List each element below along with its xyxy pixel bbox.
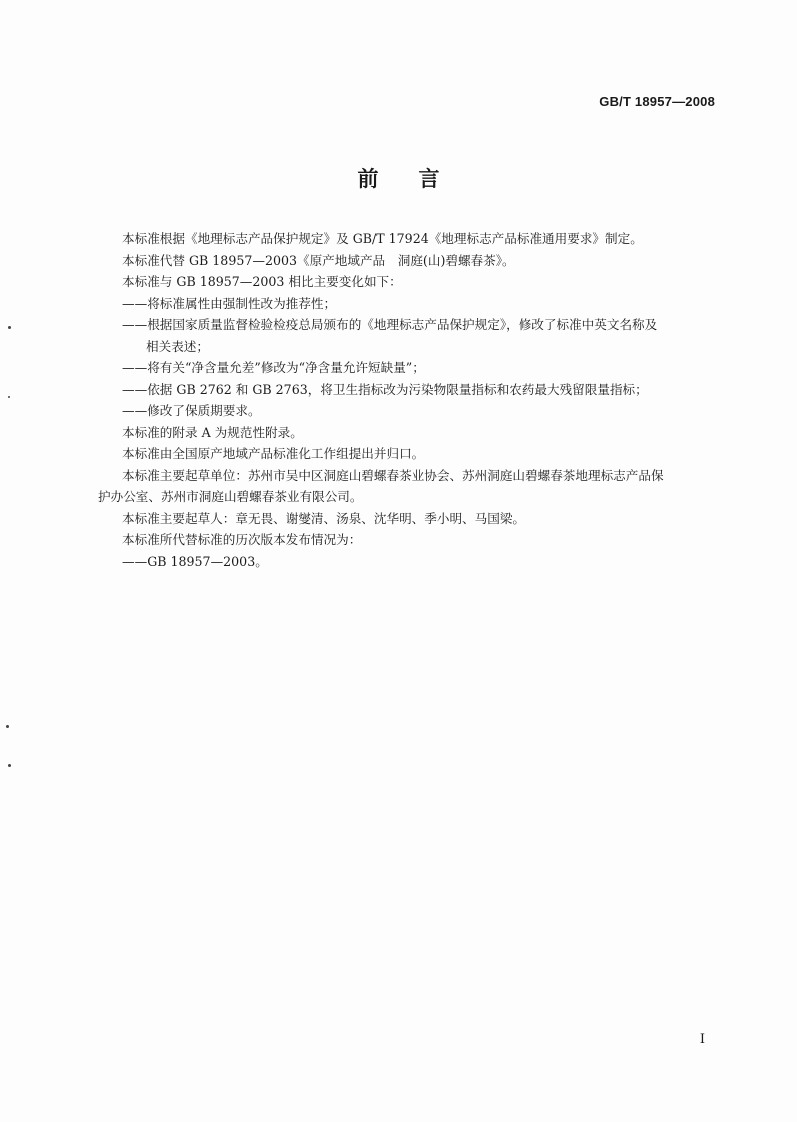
paragraph: 本标准主要起草人：章无畏、谢燮清、汤泉、沈华明、季小明、马国梁。: [122, 510, 525, 526]
page-title: [0, 163, 797, 193]
list-item: ——修改了保质期要求。: [122, 403, 261, 418]
page-number: I: [699, 1032, 705, 1047]
paragraph-continuation: 护办公室、苏州市洞庭山碧螺春茶业有限公司。: [98, 489, 363, 504]
title-char-1: 前: [357, 167, 379, 191]
scan-speck: [8, 326, 11, 329]
paragraph: 本标准与 GB 18957—2003 相比主要变化如下：: [122, 274, 402, 289]
paragraph: 本标准主要起草单位：苏州市吴中区洞庭山碧螺春茶业协会、苏州洞庭山碧螺春茶地理标志产品保: [122, 467, 664, 483]
scan-speck: [8, 764, 11, 767]
foreword-body: [98, 228, 718, 572]
title-char-2: 言: [418, 167, 440, 191]
paragraph: 本标准的附录 A 为规范性附录。: [122, 424, 303, 440]
list-item: ——根据国家质量监督检验检疫总局颁布的《地理标志产品保护规定》，修改了标准中英文名称及: [122, 317, 658, 332]
paragraph: 本标准代替 GB 18957—2003《原产地域产品 洞庭(山)碧螺春茶》。: [122, 252, 515, 268]
list-item: ——将标准属性由强制性改为推荐性；: [122, 295, 337, 311]
standard-code: GB/T 18957—2008: [599, 94, 715, 109]
scan-speck: [8, 396, 10, 398]
scan-speck: [6, 725, 9, 728]
list-item: ——GB 18957—2003。: [122, 553, 268, 569]
list-item-continuation: 相关表述；: [146, 338, 209, 354]
paragraph: 本标准所代替标准的历次版本发布情况为：: [122, 532, 362, 547]
list-item: ——依据 GB 2762 和 GB 2763，将卫生指标改为污染物限量指标和农药最大残留限量指标；: [122, 381, 648, 397]
paragraph: 本标准根据《地理标志产品保护规定》及 GB/T 17924《地理标志产品标准通用要求》制定。: [122, 231, 643, 246]
list-item: ——将有关“净含量允差”修改为“净含量允许短缺量”；: [122, 360, 425, 375]
paragraph: 本标准由全国原产地域产品标准化工作组提出并归口。: [122, 446, 425, 461]
